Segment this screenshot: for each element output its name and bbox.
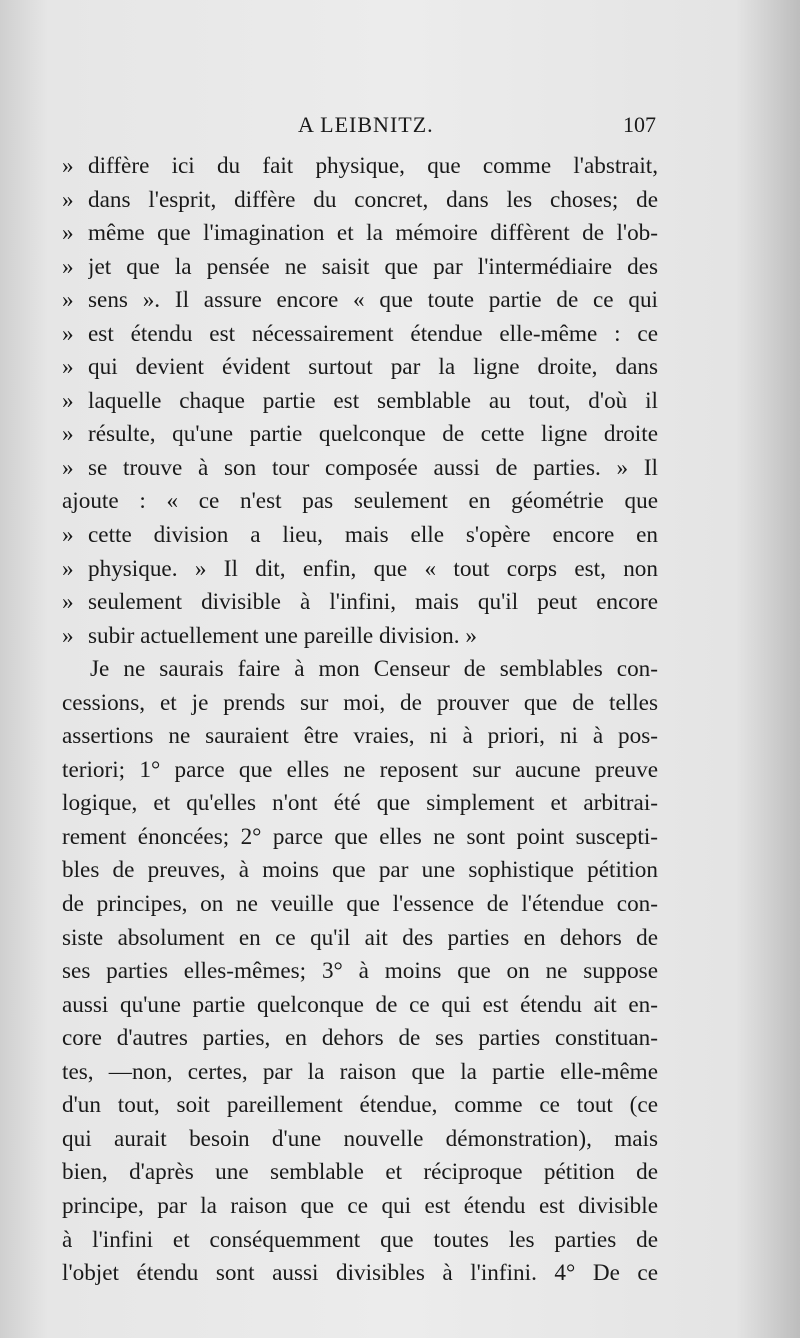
quote-mark: »	[62, 421, 74, 448]
text-line	[62, 318, 658, 352]
text-line	[62, 1022, 658, 1056]
line-text: se trouve à son tour composée aussi de parties. » Il	[88, 454, 658, 481]
text-line	[62, 1156, 658, 1190]
body-text	[62, 150, 658, 1291]
text-line	[62, 586, 658, 620]
quote-mark: »	[62, 555, 74, 582]
line-text: sens ». Il assure encore « que toute partie de ce qui	[88, 287, 658, 314]
text-line	[62, 754, 658, 788]
text-line	[62, 1257, 658, 1291]
text-line	[62, 485, 658, 519]
line-text: l'objet étendu sont aussi divisibles à l'infini. 4° De ce	[62, 1260, 658, 1287]
text-line	[62, 452, 658, 486]
line-text: jet que la pensée ne saisit que par l'intermédiaire des	[88, 253, 658, 280]
line-text: physique. » Il dit, enfin, que « tout corps est, non	[88, 555, 658, 582]
quote-mark: »	[62, 186, 74, 213]
page-number: 107	[623, 112, 656, 137]
quote-mark: »	[62, 153, 74, 179]
line-text: aussi qu'une partie quelconque de ce qui est étendu ait en-	[62, 991, 658, 1018]
text-line	[62, 519, 658, 553]
text-line	[62, 854, 658, 888]
text-line	[62, 553, 658, 587]
line-text: cette division a lieu, mais elle s'opère encore en	[88, 522, 658, 549]
line-text: bles de preuves, à moins que par une sophistique pétition	[62, 857, 658, 884]
text-line	[62, 150, 658, 184]
line-text: ses parties elles-mêmes; 3° à moins que on ne suppose	[62, 958, 658, 985]
line-text: seulement divisible à l'infini, mais qu'il peut encore	[88, 589, 658, 616]
text-line	[62, 1190, 658, 1224]
quote-mark: »	[62, 454, 74, 481]
quote-mark: »	[62, 387, 74, 414]
running-title: A LEIBNITZ.	[298, 112, 434, 137]
text-line	[62, 1089, 658, 1123]
line-text: dans l'esprit, diffère du concret, dans les choses; de	[88, 186, 658, 213]
line-text: bien, d'après une semblable et réciproque pétition de	[62, 1159, 658, 1186]
text-line	[62, 284, 658, 318]
text-line	[62, 687, 658, 721]
text-line	[62, 351, 658, 385]
line-text: laquelle chaque partie est semblable au tout, d'où il	[88, 387, 658, 414]
line-text: cessions, et je prends sur moi, de prouver que de telles	[62, 689, 658, 716]
text-line	[62, 251, 658, 285]
line-text: ajoute : « ce n'est pas seulement en géométrie que	[62, 488, 658, 515]
quote-mark: »	[62, 622, 74, 649]
line-text: résulte, qu'une partie quelconque de cette ligne droite	[88, 421, 658, 448]
quote-mark: »	[62, 287, 74, 314]
text-line	[62, 620, 658, 654]
line-text: principe, par la raison que ce qui est étendu est divisible	[62, 1192, 658, 1219]
text-line	[62, 989, 658, 1023]
text-line	[62, 418, 658, 452]
quote-mark: »	[62, 522, 74, 549]
text-line	[62, 385, 658, 419]
line-text: siste absolument en ce qu'il ait des parties en dehors de	[62, 924, 658, 951]
line-text: qui devient évident surtout par la ligne droite, dans	[88, 354, 658, 381]
text-line	[62, 1224, 658, 1258]
line-text: de principes, on ne veuille que l'essence de l'étendue con-	[62, 891, 658, 918]
line-text: tes, —non, certes, par la raison que la partie elle-même	[62, 1058, 658, 1085]
text-line	[62, 1123, 658, 1157]
line-text: d'un tout, soit pareillement étendue, comme ce tout (ce	[62, 1092, 658, 1119]
text-line	[62, 787, 658, 821]
line-text: teriori; 1° parce que elles ne reposent sur aucune preuve	[62, 756, 658, 783]
line-text: qui aurait besoin d'une nouvelle démonstration), mais	[62, 1125, 658, 1152]
quote-mark: »	[62, 253, 74, 280]
text-line	[62, 922, 658, 956]
line-text: rement énoncées; 2° parce que elles ne sont point suscepti-	[62, 823, 658, 850]
line-text: logique, et qu'elles n'ont été que simplement et arbitrai-	[62, 790, 658, 817]
line-text: même que l'imagination et la mémoire diffèrent de l'ob-	[88, 220, 658, 247]
quote-mark: »	[62, 320, 74, 347]
line-text: Je ne saurais faire à mon Censeur de semblables con-	[90, 656, 658, 683]
line-text: assertions ne sauraient être vraies, ni à priori, ni à pos-	[62, 723, 658, 750]
line-text: subir actuellement une pareille division. »	[88, 622, 477, 649]
line-text: core d'autres parties, en dehors de ses parties constituan-	[62, 1025, 658, 1052]
text-line	[62, 1056, 658, 1090]
text-line	[62, 184, 658, 218]
line-text: est étendu est nécessairement étendue elle-même : ce	[88, 320, 658, 347]
text-line	[62, 888, 658, 922]
text-line	[62, 821, 658, 855]
text-line	[62, 720, 658, 754]
quote-mark: »	[62, 354, 74, 381]
page-header	[62, 112, 656, 144]
text-line	[62, 217, 658, 251]
text-line	[62, 955, 658, 989]
quote-mark: »	[62, 589, 74, 616]
line-text: diffère ici du fait physique, que comme l'abstrait,	[88, 153, 658, 179]
line-text: à l'infini et conséquemment que toutes les parties de	[62, 1226, 658, 1253]
text-line	[62, 653, 658, 687]
quote-mark: »	[62, 220, 74, 247]
